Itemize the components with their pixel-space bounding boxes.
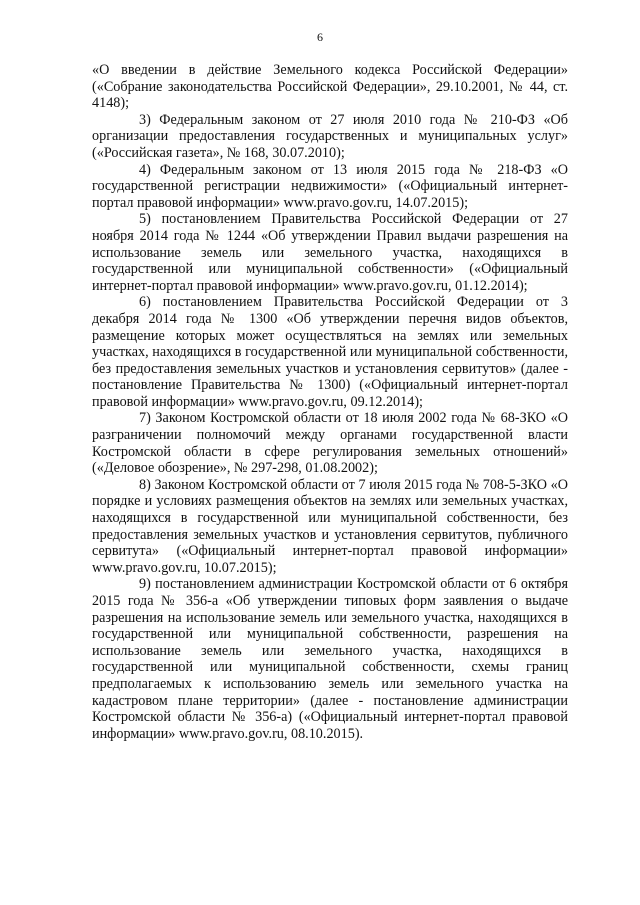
paragraph-item-5: 5) постановлением Правительства Российской Федерации от 27 ноября 2014 года № 1244 «Об утверждении Правил выдачи разрешения на использование земель или земельного участка, находящихся в государственной или муниципальной собственности» («Официальный интернет-портал правовой информации» www.pravo.gov.ru, 01.12.2014); <box>92 211 568 294</box>
paragraph-item-4: 4) Федеральным законом от 13 июля 2015 года № 218-ФЗ «О государственной регистрации недвижимости» («Официальный интернет-портал правовой информации» www.pravo.gov.ru, 14.07.2015); <box>92 161 568 211</box>
paragraph-item-6: 6) постановлением Правительства Российской Федерации от 3 декабря 2014 года № 1300 «Об утверждении перечня видов объектов, размещение которых может осуществляться на землях или земельных участках, находящихся в государственной или муниципальной собственности, без предоставления земельных участков и установления сервитутов» (далее - постановление Правительства № 1300) («Официальный интернет-портал правовой информации» www.pravo.gov.ru, 09.12.2014); <box>92 294 568 410</box>
paragraph-item-8: 8) Законом Костромской области от 7 июля 2015 года № 708-5-ЗКО «О порядке и условиях размещения объектов на землях или земельных участках, находящихся в государственной или муниципальной собственности, без предоставления земельных участков и установления сервитутов, публичного сервитута» («Официальный интернет-портал правовой информации» www.pravo.gov.ru, 10.07.2015); <box>92 476 568 576</box>
paragraph-item-9: 9) постановлением администрации Костромской области от 6 октября 2015 года № 356-а «Об утверждении типовых форм заявления о выдаче разрешения на использование земель или земельного участка, находящихся в государственной или муниципальной собственности, разрешения на использование земель или земельного участка, находящихся в государственной или муниципальной собственности, схемы границ предполагаемых к использованию земель или земельного участка на кадастровом плане территории» (далее - постановление администрации Костромской области № 356-а) («Официальный интернет-портал правовой информации» www.pravo.gov.ru, 08.10.2015). <box>92 576 568 742</box>
document-body <box>92 62 568 742</box>
page-number: 6 <box>317 30 323 44</box>
paragraph-continuation: «О введении в действие Земельного кодекса Российской Федерации» («Собрание законодательства Российской Федерации», 29.10.2001, № 44, ст. 4148); <box>92 62 568 112</box>
paragraph-item-3: 3) Федеральным законом от 27 июля 2010 года № 210-ФЗ «Об организации предоставления государственных и муниципальных услуг» («Российская газета», № 168, 30.07.2010); <box>92 111 568 161</box>
paragraph-item-7: 7) Законом Костромской области от 18 июля 2002 года № 68-ЗКО «О разграничении полномочий между органами государственной власти Костромской области в сфере регулирования земельных отношений» («Деловое обозрение», № 297-298, 01.08.2002); <box>92 410 568 477</box>
